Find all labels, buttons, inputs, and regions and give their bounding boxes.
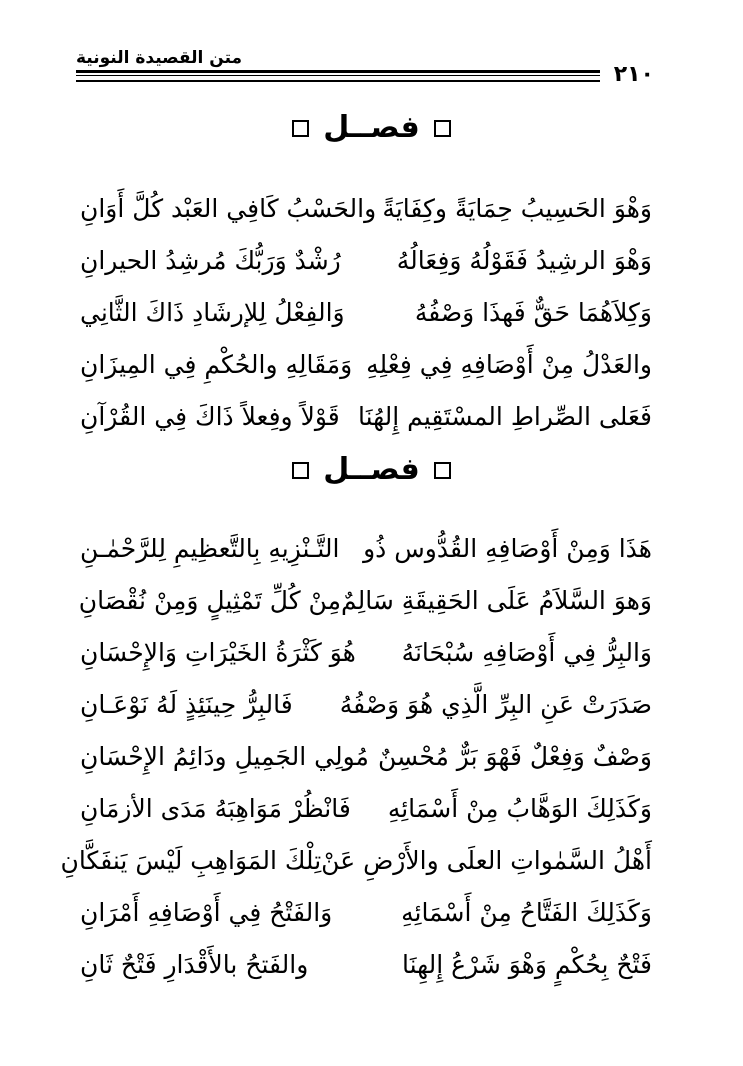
verse-line — [80, 182, 652, 234]
verse-line — [80, 782, 652, 834]
verse-block — [80, 182, 652, 442]
section-heading — [0, 110, 743, 145]
verse-second-hemistich: التَّـنْزِيهِ بِالتَّعظِيمِ لِلرَّحْمٰـنِ — [80, 533, 340, 563]
verse-second-hemistich: مِنْ كُلِّ تَمْثِيلٍ وَمِنْ نُقْصَانِ — [78, 585, 341, 615]
verse-second-hemistich: وَمَقَالِهِ والحُكْمِ فِي المِيزَانِ — [80, 349, 353, 379]
verse-first-hemistich: أَهْلُ السَّمٰواتِ العلَى والأَرْضِ عَنْ — [321, 845, 652, 875]
header-rule — [76, 70, 600, 73]
verse-first-hemistich: وَالبِرُّ فِي أَوْصَافِهِ سُبْحَانَهُ — [401, 637, 652, 667]
verse-block — [60, 522, 652, 990]
verse-first-hemistich: هَذَا وَمِنْ أَوْصَافِهِ القُدُّوس ذُو — [363, 533, 652, 563]
verse-line — [60, 834, 652, 886]
header-rule — [76, 80, 600, 82]
verse-first-hemistich: فَعَلى الصِّراطِ المسْتَقِيم إِلهُنَا — [357, 401, 652, 431]
verse-line — [80, 338, 652, 390]
verse-first-hemistich: وَكِلاَهُمَا حَقٌّ فَهذَا وَصْفُهُ — [414, 297, 652, 327]
verse-second-hemistich: رُشْدٌ وَرَبُّكَ مُرشِدُ الحيرانِ — [80, 245, 341, 275]
verse-first-hemistich: فَتْحٌ بِحُكْمٍ وَهْوَ شَرْعُ إِلهِنَا — [401, 949, 652, 979]
verse-first-hemistich: وَهوَ السَّلاَمُ عَلَى الحَقِيقَةِ سَالِمٌ — [340, 585, 652, 615]
verse-second-hemistich: والحَسْبُ كَافِي العَبْد كُلَّ أَوَانِ — [80, 193, 377, 223]
verse-line — [80, 286, 652, 338]
verse-line — [80, 626, 652, 678]
verse-line — [80, 234, 652, 286]
verse-first-hemistich: صَدَرَتْ عَنِ البِرِّ الَّذِي هُوَ وَصْفُهُ — [339, 689, 652, 719]
verse-line — [80, 938, 652, 990]
running-title: متن القصيدة النونية — [76, 48, 243, 68]
square-ornament-icon — [434, 462, 451, 479]
verse-second-hemistich: مُولِي الجَمِيلِ ودَائِمُ الإِحْسَانِ — [80, 741, 369, 771]
square-ornament-icon — [292, 462, 309, 479]
verse-first-hemistich: وَكَذَلِكَ الفَتَّاحُ مِنْ أَسْمَائِهِ — [401, 897, 652, 927]
page-number: ٢١٠ — [613, 62, 654, 87]
verse-first-hemistich: وَصْفٌ وَفِعْلٌ فَهْوَ بَرٌّ مُحْسِنٌ — [378, 741, 652, 771]
verse-line — [80, 390, 652, 442]
verse-first-hemistich: والعَدْلُ مِنْ أَوْصَافِهِ فِي فِعْلِهِ — [366, 349, 652, 379]
verse-line — [80, 574, 652, 626]
verse-line — [80, 522, 652, 574]
section-heading-label: فصــل — [323, 452, 420, 487]
verse-second-hemistich: فَالبِرُّ حِينَئِذٍ لَهُ نَوْعَـانِ — [80, 689, 293, 719]
verse-line — [80, 678, 652, 730]
page-header — [60, 48, 660, 88]
verse-line — [80, 730, 652, 782]
section-heading — [0, 452, 743, 487]
verse-second-hemistich: تِلْكَ المَوَاهِبِ لَيْسَ يَنفَكَّانِ — [60, 845, 322, 875]
verse-second-hemistich: وَالفِعْلُ لِلإرشَادِ ذَاكَ الثَّانِي — [80, 297, 345, 327]
square-ornament-icon — [434, 120, 451, 137]
verse-first-hemistich: وَكَذَلِكَ الوَهَّابُ مِنْ أَسْمَائِهِ — [387, 793, 652, 823]
header-rule — [76, 75, 600, 76]
verse-second-hemistich: هُوَ كَثْرَةُ الخَيْرَاتِ وَالإِحْسَانِ — [80, 637, 356, 667]
verse-second-hemistich: والفَتحُ بالأَقْدَارِ فَتْحٌ ثَانِ — [80, 949, 309, 979]
verse-first-hemistich: وَهْوَ الحَسِيبُ حِمَايَةً وكِفَايَةً — [382, 193, 652, 223]
verse-second-hemistich: وَالفَتْحُ فِي أَوْصَافِهِ أَمْرَانِ — [80, 897, 333, 927]
verse-second-hemistich: فَانْظُرْ مَوَاهِبَهُ مَدَى الأزمَانِ — [80, 793, 351, 823]
section-heading-label: فصــل — [323, 110, 420, 145]
square-ornament-icon — [292, 120, 309, 137]
verse-second-hemistich: قَوْلاً وفِعلاً ذَاكَ فِي القُرْآنِ — [80, 401, 340, 431]
verse-first-hemistich: وَهْوَ الرشِيدُ فَقَوْلُهُ وَفِعَالُهُ — [396, 245, 652, 275]
verse-line — [80, 886, 652, 938]
